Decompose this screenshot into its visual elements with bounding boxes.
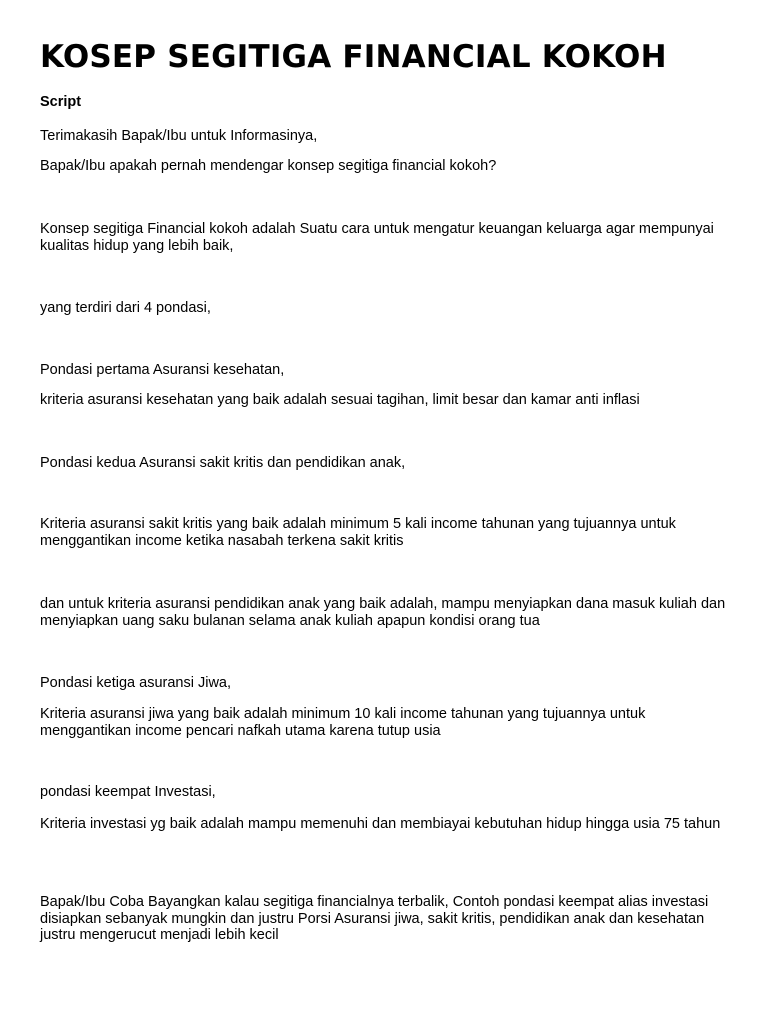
- paragraph: Kriteria asuransi jiwa yang baik adalah minimum 10 kali income tahunan yang tujuannya untuk menggantikan income pencari nafkah utama karena tutup usia: [40, 706, 646, 739]
- section-label: Script: [40, 94, 82, 110]
- paragraph: Bapak/Ibu apakah pernah mendengar konsep segitiga financial kokoh?: [40, 158, 497, 174]
- paragraph: kriteria asuransi kesehatan yang baik adalah sesuai tagihan, limit besar dan kamar anti inflasi: [40, 392, 640, 408]
- paragraph: Pondasi ketiga asuransi Jiwa,: [40, 675, 232, 691]
- paragraph: Terimakasih Bapak/Ibu untuk Informasinya,: [40, 128, 318, 144]
- paragraph: Konsep segitiga Financial kokoh adalah Suatu cara untuk mengatur keuangan keluarga agar mempunyai kualitas hidup yang lebih baik,: [40, 221, 714, 254]
- paragraph: pondasi keempat Investasi,: [40, 784, 216, 800]
- paragraph: Pondasi kedua Asuransi sakit kritis dan pendidikan anak,: [40, 455, 406, 471]
- paragraph: Kriteria asuransi sakit kritis yang baik adalah minimum 5 kali income tahunan yang tujuannya untuk menggantikan income ketika nasabah terkena sakit kritis: [40, 516, 676, 549]
- paragraph: Bapak/Ibu Coba Bayangkan kalau segitiga financialnya terbalik, Contoh pondasi keempat alias investasi disiapkan sebanyak mungkin dan justru Porsi Asuransi jiwa, sakit kritis, pendidikan anak dan kesehatan justru mengerucut menjadi lebih kecil: [40, 894, 709, 943]
- page-title: KOSEP SEGITIGA FINANCIAL KOKOH: [40, 39, 667, 75]
- paragraph: dan untuk kriteria asuransi pendidikan anak yang baik adalah, mampu menyiapkan dana masuk kuliah dan menyiapkan uang saku bulanan selama anak kuliah apapun kondisi orang tua: [40, 596, 726, 629]
- paragraph: yang terdiri dari 4 pondasi,: [40, 300, 211, 316]
- paragraph: Kriteria investasi yg baik adalah mampu memenuhi dan membiayai kebutuhan hidup hingga usia 75 tahun: [40, 816, 721, 832]
- paragraph: Pondasi pertama Asuransi kesehatan,: [40, 362, 285, 378]
